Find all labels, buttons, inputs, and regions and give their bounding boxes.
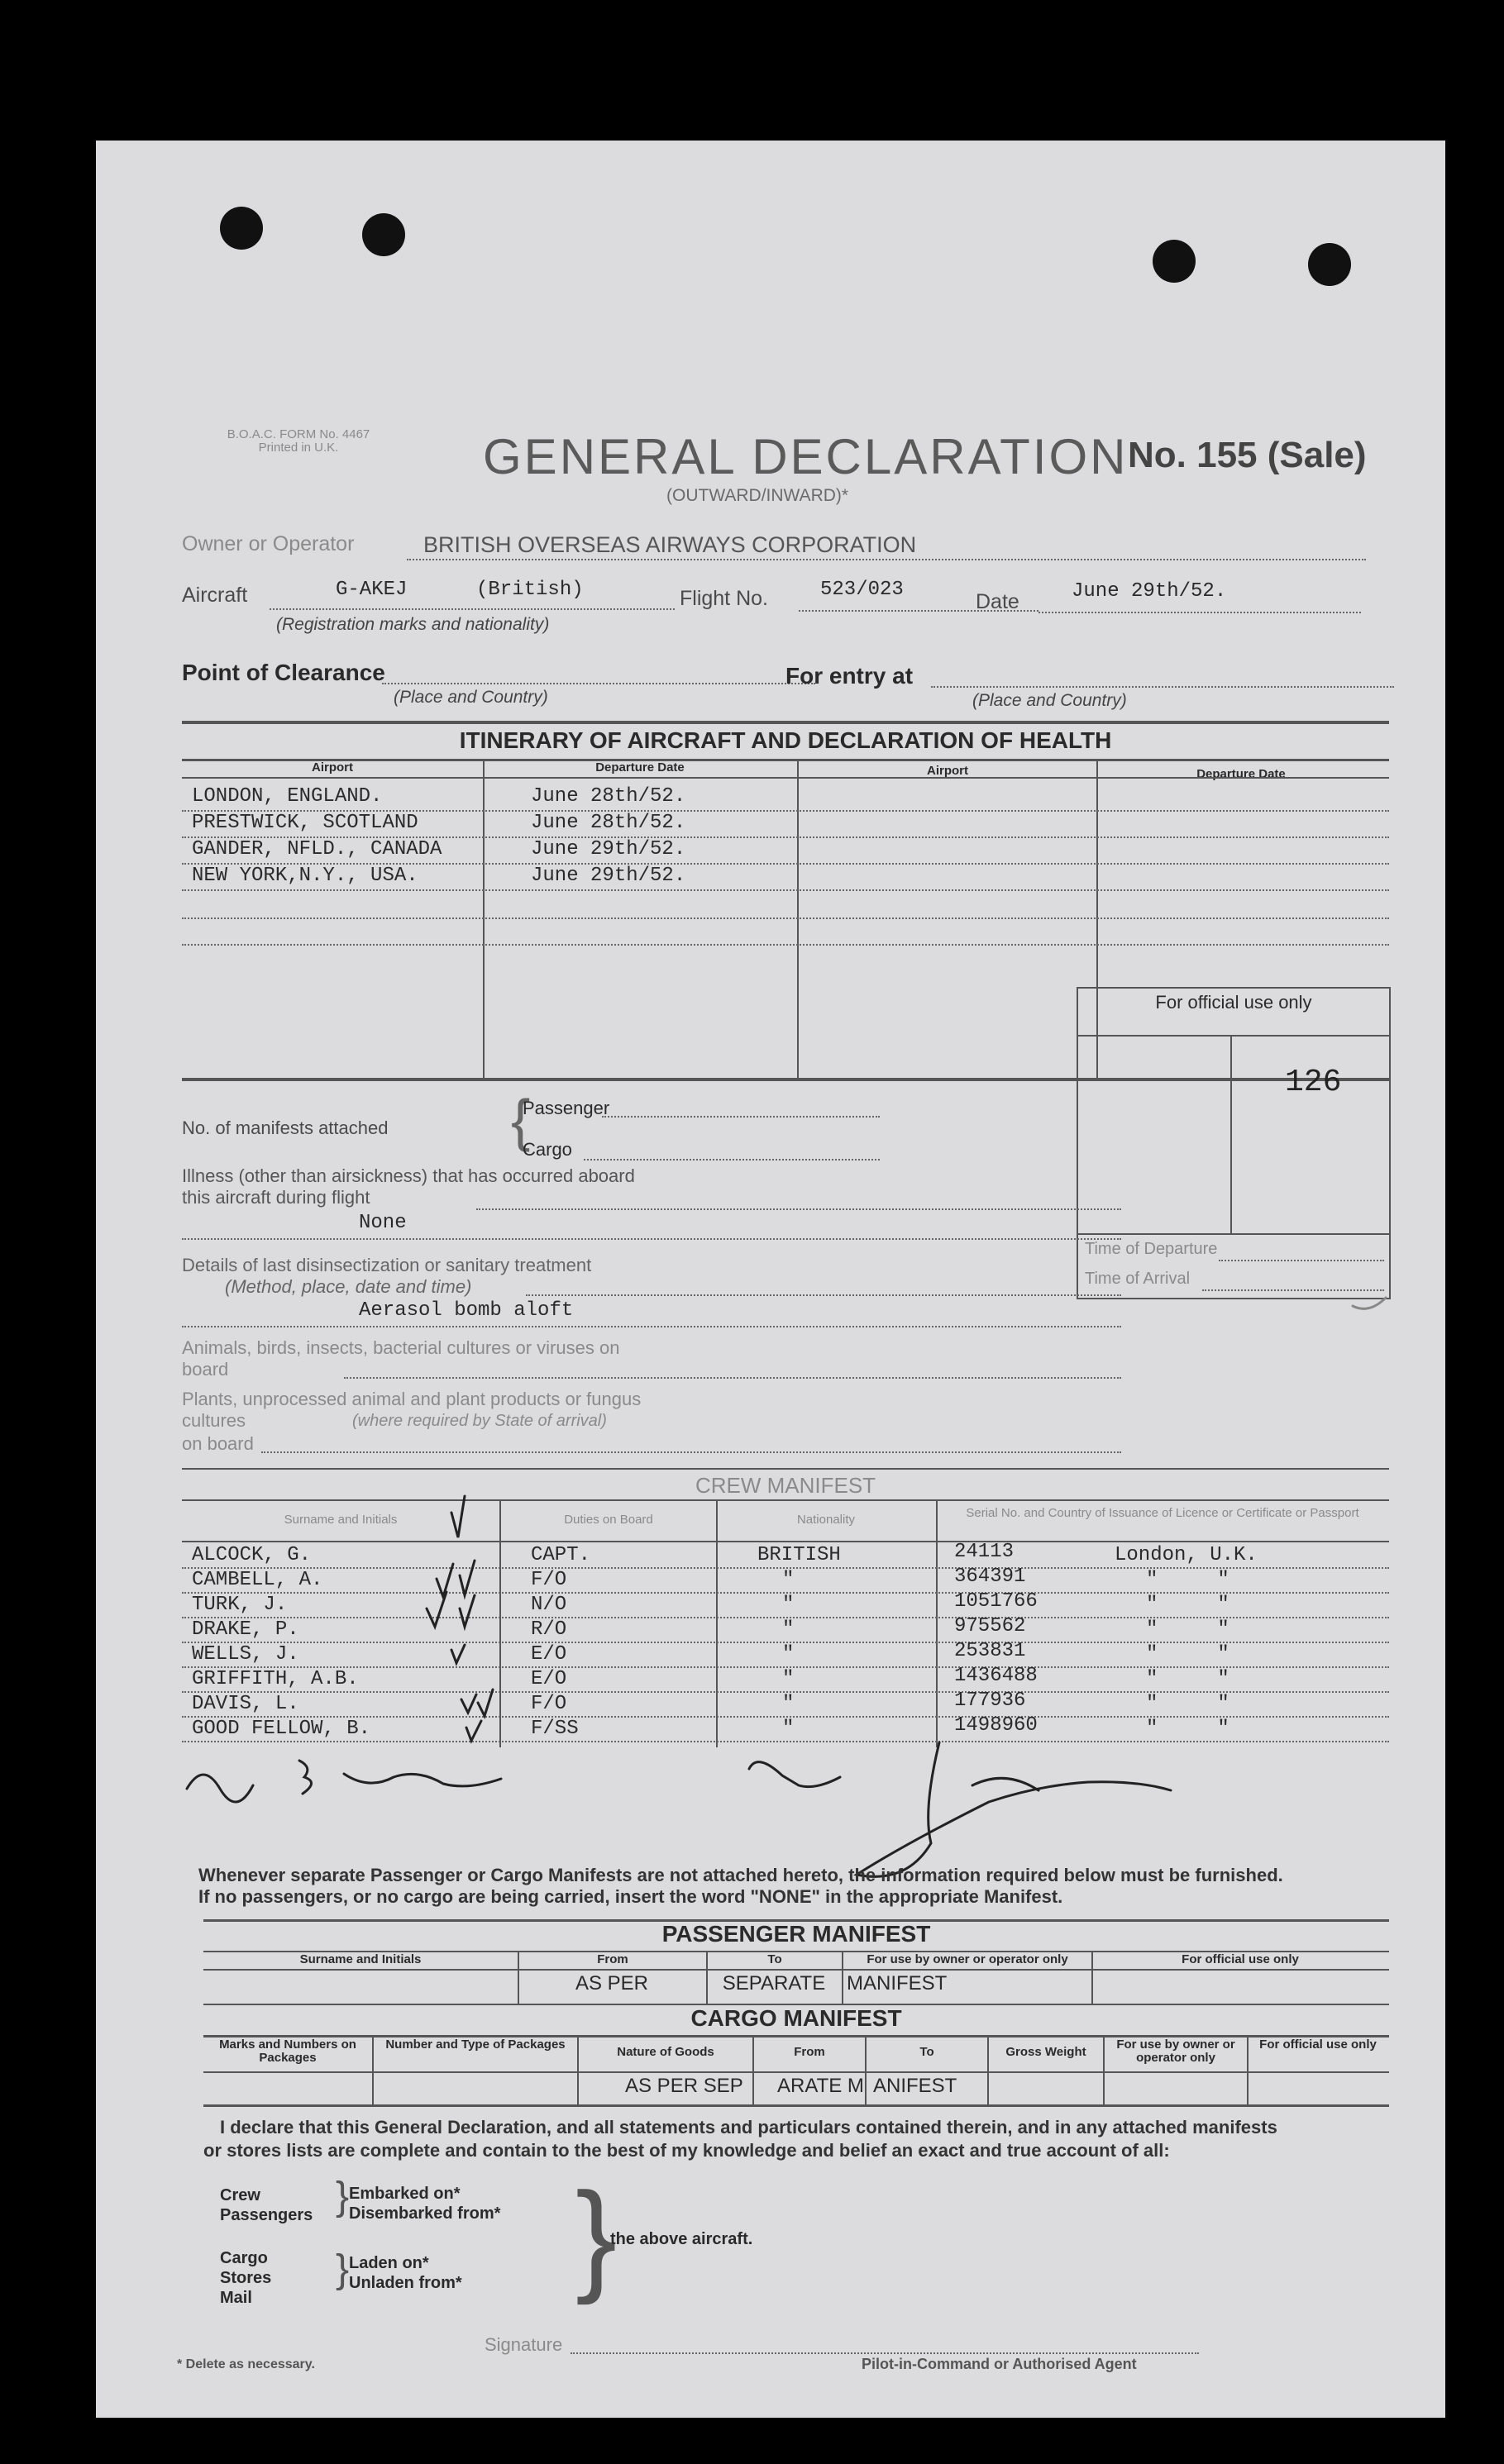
itinerary-date: June 29th/52. bbox=[531, 838, 686, 860]
crew-name: ALCOCK, G. bbox=[192, 1544, 312, 1566]
crew-serial: 1051766 bbox=[954, 1590, 1038, 1613]
flight-number: 523/023 bbox=[820, 579, 904, 601]
crew-place: London, U.K. bbox=[1115, 1544, 1258, 1566]
decl-stores: Stores bbox=[220, 2269, 272, 2287]
declaration-number: No. 155 (Sale) bbox=[1128, 435, 1367, 475]
cargo-value-1: AS PER SEP bbox=[625, 2075, 743, 2097]
flight-date: June 29th/52. bbox=[1072, 580, 1227, 603]
crew-duty: E/O bbox=[531, 1668, 567, 1690]
cargo-header-from: From bbox=[794, 2045, 825, 2059]
crew-duty: F/SS bbox=[531, 1718, 579, 1740]
crew-ditto: " " bbox=[1146, 1569, 1229, 1591]
cargo-header-official: For official use only bbox=[1259, 2037, 1377, 2052]
laden-labels bbox=[349, 2253, 462, 2293]
passenger-header-name: Surname and Initials bbox=[299, 1952, 422, 1966]
cargo-header-marks: Marks and Numbers on Packages bbox=[219, 2037, 356, 2065]
owner-value: BRITISH OVERSEAS AIRWAYS CORPORATION bbox=[423, 532, 917, 557]
date-label: Date bbox=[976, 590, 1019, 613]
crew-nationality: " bbox=[782, 1618, 795, 1641]
aircraft-registration: G-AKEJ bbox=[336, 579, 408, 601]
manifests-cargo-label: Cargo bbox=[523, 1139, 572, 1160]
crew-nationality: BRITISH bbox=[757, 1544, 841, 1566]
itinerary-header-date-2: Departure Date bbox=[1196, 767, 1286, 781]
crew-duty: N/O bbox=[531, 1594, 567, 1616]
passenger-header-to: To bbox=[767, 1952, 782, 1966]
notice-line-2: If no passengers, or no cargo are being carried, insert the word "NONE" in the appropriate Manifest. bbox=[198, 1886, 1063, 1907]
crew-serial: 24113 bbox=[954, 1541, 1015, 1563]
crew-ditto: " " bbox=[1146, 1718, 1229, 1740]
passenger-value-2: SEPARATE bbox=[722, 1972, 826, 1995]
declaration-text bbox=[203, 2116, 1394, 2162]
page-title: GENERAL DECLARATION bbox=[483, 429, 1129, 484]
decl-mail: Mail bbox=[220, 2289, 252, 2307]
cargo-value-3: ANIFEST bbox=[873, 2075, 957, 2097]
itinerary-date: June 28th/52. bbox=[531, 812, 686, 834]
crew-nationality: " bbox=[782, 1668, 795, 1690]
printed-in-text: Printed in U.K. bbox=[258, 441, 339, 455]
decl-laden: Laden on* bbox=[349, 2254, 429, 2272]
passenger-value-3: MANIFEST bbox=[847, 1972, 948, 1995]
crew-serial: 177936 bbox=[954, 1690, 1026, 1712]
crew-nationality: " bbox=[782, 1569, 795, 1591]
cargo-stores-labels bbox=[220, 2248, 271, 2308]
itinerary-airport: PRESTWICK, SCOTLAND bbox=[192, 812, 418, 834]
delete-note: * Delete as necessary. bbox=[177, 2357, 315, 2371]
form-number-text: B.O.A.C. FORM No. 4467 bbox=[227, 427, 370, 441]
owner-label: Owner or Operator bbox=[182, 532, 355, 555]
crew-name: DRAKE, P. bbox=[192, 1618, 299, 1641]
brace-1: } bbox=[336, 2175, 350, 2219]
official-use-label: For official use only bbox=[1155, 992, 1312, 1013]
crew-header-nationality: Nationality bbox=[796, 1513, 856, 1527]
crew-serial: 1498960 bbox=[954, 1714, 1038, 1737]
crew-serial: 253831 bbox=[954, 1640, 1026, 1662]
decl-cargo: Cargo bbox=[220, 2249, 268, 2267]
crew-nationality: " bbox=[782, 1693, 795, 1715]
manifests-label: No. of manifests attached bbox=[182, 1118, 389, 1138]
itinerary-header-airport-1: Airport bbox=[312, 760, 353, 774]
itinerary-date: June 28th/52. bbox=[531, 785, 686, 808]
crew-serial: 1436488 bbox=[954, 1665, 1038, 1687]
decl-crew: Crew bbox=[220, 2186, 260, 2204]
passenger-header-owner: For use by owner or operator only bbox=[867, 1952, 1068, 1966]
flight-label: Flight No. bbox=[680, 587, 768, 610]
passenger-header-from: From bbox=[597, 1952, 628, 1966]
handwriting-overlay bbox=[96, 141, 1445, 2418]
cargo-header-nature: Nature of Goods bbox=[617, 2045, 714, 2059]
clearance-label: Point of Clearance bbox=[182, 660, 385, 685]
itinerary-airport: LONDON, ENGLAND. bbox=[192, 785, 383, 808]
notice-text bbox=[198, 1865, 1406, 1908]
crew-name: TURK, J. bbox=[192, 1594, 288, 1616]
itinerary-title: ITINERARY OF AIRCRAFT AND DECLARATION OF HEALTH bbox=[459, 727, 1112, 753]
illness-value: None bbox=[359, 1212, 407, 1234]
brace-3: } bbox=[575, 2166, 618, 2305]
form-sheet bbox=[96, 141, 1445, 2418]
crew-ditto: " " bbox=[1146, 1594, 1229, 1616]
cargo-header-owner: For use by owner or operator only bbox=[1116, 2037, 1235, 2065]
crew-ditto: " " bbox=[1146, 1668, 1229, 1690]
plants-tail: on board bbox=[182, 1433, 254, 1454]
animals-label: Animals, birds, insects, bacterial cultures or viruses on board bbox=[182, 1337, 620, 1380]
crew-duty: R/O bbox=[531, 1618, 567, 1641]
time-of-arrival-label: Time of Arrival bbox=[1085, 1270, 1191, 1288]
aircraft-hint: (Registration marks and nationality) bbox=[276, 615, 550, 634]
disinsect-label: Details of last disinsectization or sanitary treatment bbox=[182, 1255, 592, 1275]
crew-serial: 364391 bbox=[954, 1566, 1026, 1588]
crew-name: CAMBELL, A. bbox=[192, 1569, 323, 1591]
crew-ditto: " " bbox=[1146, 1618, 1229, 1641]
itinerary-airport: NEW YORK,N.Y., USA. bbox=[192, 865, 418, 887]
aircraft-nationality: (British) bbox=[476, 579, 584, 601]
crew-header-duty: Duties on Board bbox=[564, 1513, 653, 1527]
cargo-manifest-title: CARGO MANIFEST bbox=[690, 2005, 902, 2031]
decl-passengers: Passengers bbox=[220, 2206, 313, 2224]
declaration-line-1: I declare that this General Declaration, and all statements and particulars contained therein, and in any attached manifests bbox=[220, 2117, 1277, 2138]
cargo-header-to: To bbox=[919, 2045, 934, 2059]
itinerary-header-date-1: Departure Date bbox=[595, 760, 685, 774]
cargo-header-number: Number and Type of Packages bbox=[385, 2037, 566, 2052]
clearance-hint: (Place and Country) bbox=[394, 688, 548, 707]
crew-manifest-title: CREW MANIFEST bbox=[695, 1473, 876, 1498]
crew-duty: CAPT. bbox=[531, 1544, 591, 1566]
crew-serial: 975562 bbox=[954, 1615, 1026, 1637]
crew-nationality: " bbox=[782, 1718, 795, 1740]
crew-name: GOOD FELLOW, B. bbox=[192, 1718, 371, 1740]
signature-label: Signature bbox=[485, 2334, 563, 2355]
plants-hint: (where required by State of arrival) bbox=[352, 1412, 607, 1430]
entry-hint: (Place and Country) bbox=[972, 691, 1127, 710]
time-of-departure-label: Time of Departure bbox=[1085, 1240, 1218, 1258]
entry-label: For entry at bbox=[785, 663, 914, 689]
crew-passengers-labels bbox=[220, 2185, 313, 2225]
decl-embarked: Embarked on* bbox=[349, 2185, 461, 2203]
passenger-header-official: For official use only bbox=[1182, 1952, 1299, 1966]
brace-2: } bbox=[336, 2247, 350, 2291]
crew-header-name: Surname and Initials bbox=[284, 1513, 398, 1527]
disinsect-value: Aerasol bomb aloft bbox=[359, 1299, 574, 1322]
aircraft-label: Aircraft bbox=[182, 584, 248, 607]
itinerary-date: June 29th/52. bbox=[531, 865, 686, 887]
crew-name: GRIFFITH, A.B. bbox=[192, 1668, 359, 1690]
itinerary-airport: GANDER, NFLD., CANADA bbox=[192, 838, 442, 860]
crew-duty: E/O bbox=[531, 1643, 567, 1666]
signature-role: Pilot-in-Command or Authorised Agent bbox=[862, 2356, 1137, 2372]
official-number: 126 bbox=[1285, 1065, 1342, 1100]
crew-duty: F/O bbox=[531, 1693, 567, 1715]
decl-above: the above aircraft. bbox=[610, 2230, 753, 2248]
crew-ditto: " " bbox=[1146, 1643, 1229, 1666]
crew-nationality: " bbox=[782, 1594, 795, 1616]
crew-name: WELLS, J. bbox=[192, 1643, 299, 1666]
manifests-passenger-label: Passenger bbox=[523, 1098, 610, 1118]
cargo-header-weight: Gross Weight bbox=[1005, 2045, 1086, 2059]
notice-line-1: Whenever separate Passenger or Cargo Manifests are not attached hereto, the information required below must be furnished. bbox=[198, 1865, 1283, 1885]
crew-header-serial: Serial No. and Country of Issuance of Licence or Certificate or Passport bbox=[966, 1506, 1359, 1520]
disinsect-hint: (Method, place, date and time) bbox=[225, 1276, 472, 1297]
manifests-brace: { bbox=[511, 1088, 531, 1152]
decl-disembarked: Disembarked from* bbox=[349, 2204, 501, 2223]
declaration-line-2: or stores lists are complete and contain to the best of my knowledge and belief an exact and true account of all: bbox=[203, 2140, 1170, 2161]
crew-ditto: " " bbox=[1146, 1693, 1229, 1715]
passenger-manifest-title: PASSENGER MANIFEST bbox=[661, 1921, 931, 1947]
cargo-value-2: ARATE M bbox=[777, 2075, 864, 2097]
plants-label: Plants, unprocessed animal and plant products or fungus cultures bbox=[182, 1389, 642, 1431]
passenger-value-1: AS PER bbox=[575, 1972, 649, 1995]
decl-unladen: Unladen from* bbox=[349, 2274, 462, 2292]
illness-label: Illness (other than airsickness) that has occurred aboard this aircraft during flight bbox=[182, 1165, 635, 1208]
crew-nationality: " bbox=[782, 1643, 795, 1666]
itinerary-header-airport-2: Airport bbox=[927, 764, 968, 778]
embark-labels bbox=[349, 2184, 500, 2223]
crew-name: DAVIS, L. bbox=[192, 1693, 299, 1715]
page-subtitle: (OUTWARD/INWARD)* bbox=[666, 486, 849, 505]
crew-duty: F/O bbox=[531, 1569, 567, 1591]
